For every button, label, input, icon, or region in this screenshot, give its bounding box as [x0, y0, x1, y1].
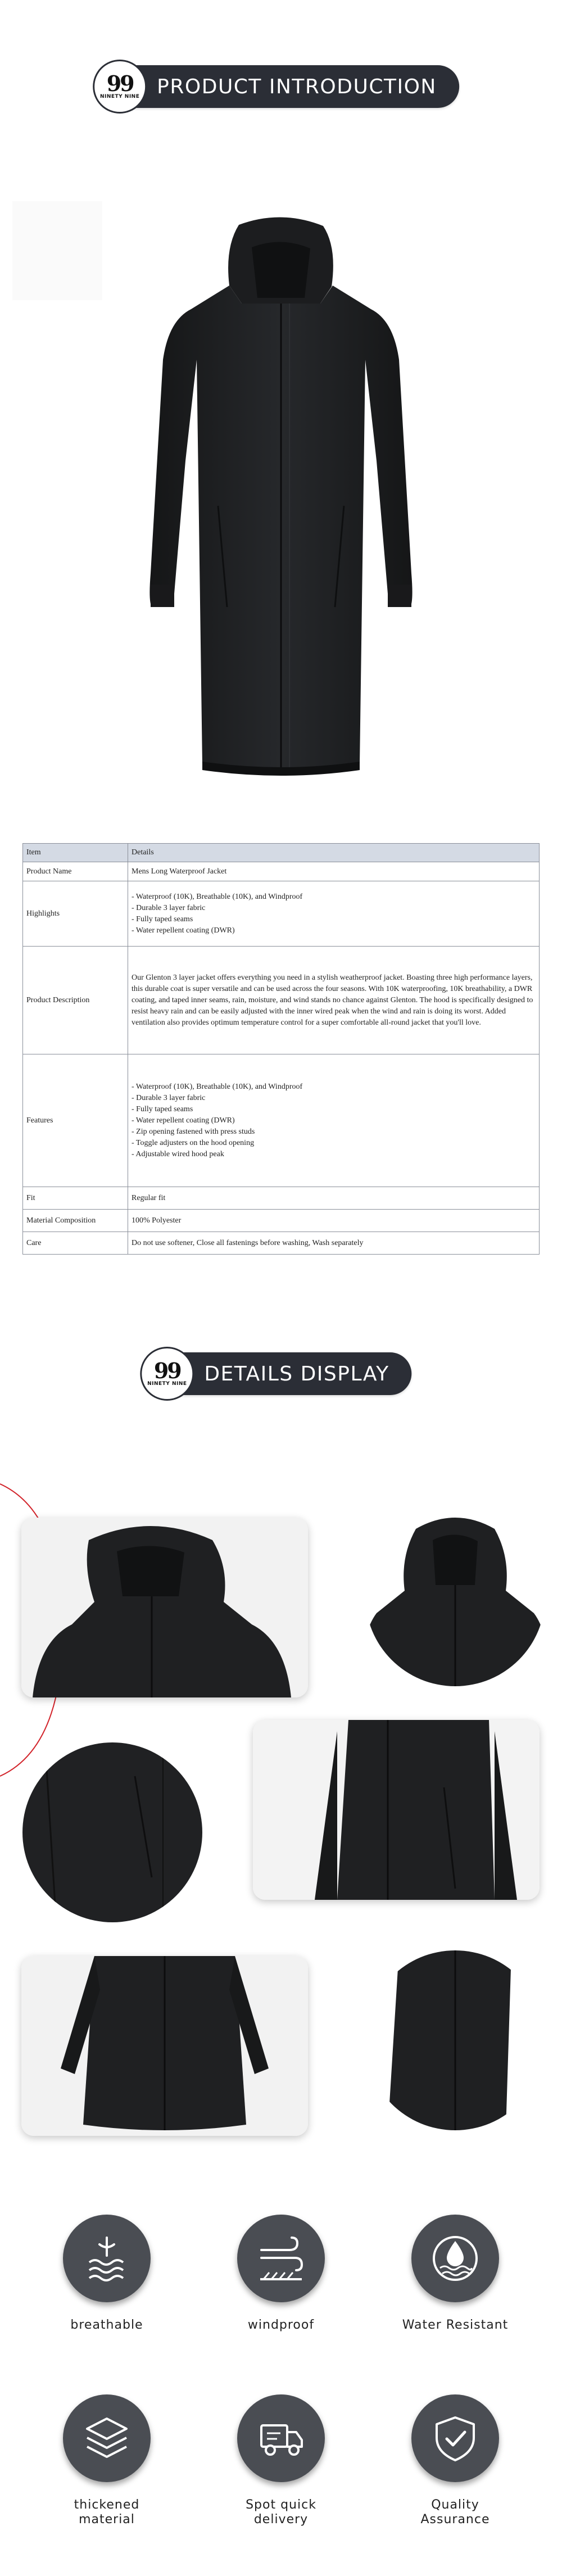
- jacket-detail-illustration: [21, 1518, 308, 1697]
- features-list: [132, 1081, 536, 1160]
- brand-logo: [140, 1347, 194, 1401]
- list-item: - Fully taped seams: [132, 1104, 536, 1115]
- table-row: [23, 862, 540, 881]
- row-value-material: 100% Polyester: [128, 1210, 540, 1232]
- detail-image-hood: [365, 1506, 545, 1686]
- list-item: - Water repellent coating (DWR): [132, 1115, 536, 1126]
- details-display-banner: [147, 1352, 411, 1395]
- table-header-details: Details: [128, 844, 540, 862]
- row-value-description: Our Glenton 3 layer jacket offers everything you need in a stylish weatherproof jacket. Boasting three high performance layers, this durable coat is super versatile and can be used across the four seasons. With 10K waterproofing, 10K breathability, a DWR coating, and taped inner seams, rain, moisture, and wind stands no chance against Glenton. The hood is specifically designed to resist heavy rain and can be easily adjusted with the inner wired peak when the wind and rain is doing its worst. Added ventilation also provides optimum temperature control for a super comfortable all-round jacket that you'll love.: [128, 947, 540, 1054]
- jacket-illustration: [107, 214, 455, 798]
- table-row: [23, 947, 540, 1054]
- row-label-fit: Fit: [23, 1187, 128, 1210]
- table-header-item: Item: [23, 844, 128, 862]
- row-label-description: Product Description: [23, 947, 128, 1054]
- list-item: - Waterproof (10K), Breathable (10K), and Windproof: [132, 1081, 536, 1093]
- list-item: - Durable 3 layer fabric: [132, 903, 536, 914]
- feature-label: thickened material: [74, 2498, 140, 2527]
- row-label-highlights: Highlights: [23, 881, 128, 947]
- jacket-detail-illustration: [365, 1506, 545, 1686]
- layers-icon: [63, 2394, 151, 2482]
- list-item: - Water repellent coating (DWR): [132, 925, 536, 936]
- windproof-icon: [237, 2215, 325, 2302]
- list-item: - Zip opening fastened with press studs: [132, 1126, 536, 1138]
- detail-image-upper-body: [21, 1518, 308, 1697]
- water-resistant-icon: [411, 2215, 499, 2302]
- product-introduction-banner: [99, 65, 459, 108]
- row-label-material: Material Composition: [23, 1210, 128, 1232]
- delivery-truck-icon: [237, 2394, 325, 2482]
- row-value-fit: Regular fit: [128, 1187, 540, 1210]
- feature-label: Spot quick delivery: [246, 2498, 316, 2527]
- feature-label: Water Resistant: [402, 2318, 509, 2332]
- row-value-highlights: [128, 881, 540, 947]
- brand-logo-text: NINETY NINE: [147, 1381, 187, 1387]
- jacket-detail-illustration: [22, 1742, 202, 1922]
- row-label-care: Care: [23, 1232, 128, 1255]
- detail-image-hem: [365, 1950, 545, 2130]
- shield-check-icon: [411, 2394, 499, 2482]
- detail-image-sleeve-pocket: [253, 1720, 540, 1900]
- table-row: [23, 881, 540, 947]
- breathable-icon: [63, 2215, 151, 2302]
- row-label-product-name: Product Name: [23, 862, 128, 881]
- table-row: [23, 1232, 540, 1255]
- feature-label: breathable: [70, 2318, 143, 2332]
- list-item: - Durable 3 layer fabric: [132, 1093, 536, 1104]
- jacket-detail-illustration: [21, 1956, 308, 2136]
- row-value-care: Do not use softener, Close all fastenings before washing, Wash separately: [128, 1232, 540, 1255]
- table-row: [23, 1187, 540, 1210]
- product-spec-table: [22, 843, 540, 1255]
- brand-logo-number: 99: [153, 1358, 180, 1383]
- product-image: [107, 214, 455, 798]
- table-header-row: [23, 844, 540, 862]
- feature-thickened-material: [34, 2394, 180, 2527]
- row-value-features: [128, 1054, 540, 1187]
- feature-quality-assurance: [382, 2394, 528, 2527]
- row-value-product-name: Mens Long Waterproof Jacket: [128, 862, 540, 881]
- table-row: [23, 1210, 540, 1232]
- feature-spot-quick-delivery: [208, 2394, 354, 2527]
- section-title: DETAILS DISPLAY: [204, 1362, 389, 1386]
- row-label-features: Features: [23, 1054, 128, 1187]
- brand-logo: [93, 60, 147, 114]
- detail-image-fabric: [22, 1742, 202, 1922]
- highlights-list: [132, 891, 536, 936]
- table-row: [23, 1054, 540, 1187]
- detail-image-lower-body: [21, 1956, 308, 2136]
- background-shape: [12, 201, 102, 300]
- jacket-detail-illustration: [253, 1720, 540, 1900]
- section-title: PRODUCT INTRODUCTION: [157, 75, 437, 98]
- list-item: - Waterproof (10K), Breathable (10K), and Windproof: [132, 891, 536, 903]
- feature-windproof: [208, 2215, 354, 2333]
- list-item: - Fully taped seams: [132, 914, 536, 925]
- brand-logo-text: NINETY NINE: [99, 94, 140, 99]
- brand-logo-number: 99: [106, 71, 133, 96]
- feature-label: windproof: [247, 2318, 315, 2332]
- list-item: - Toggle adjusters on the hood opening: [132, 1138, 536, 1149]
- feature-breathable: [34, 2215, 180, 2333]
- jacket-detail-illustration: [365, 1950, 545, 2130]
- feature-water-resistant: [382, 2215, 528, 2333]
- feature-label: Quality Assurance: [420, 2498, 490, 2527]
- list-item: - Adjustable wired hood peak: [132, 1149, 536, 1160]
